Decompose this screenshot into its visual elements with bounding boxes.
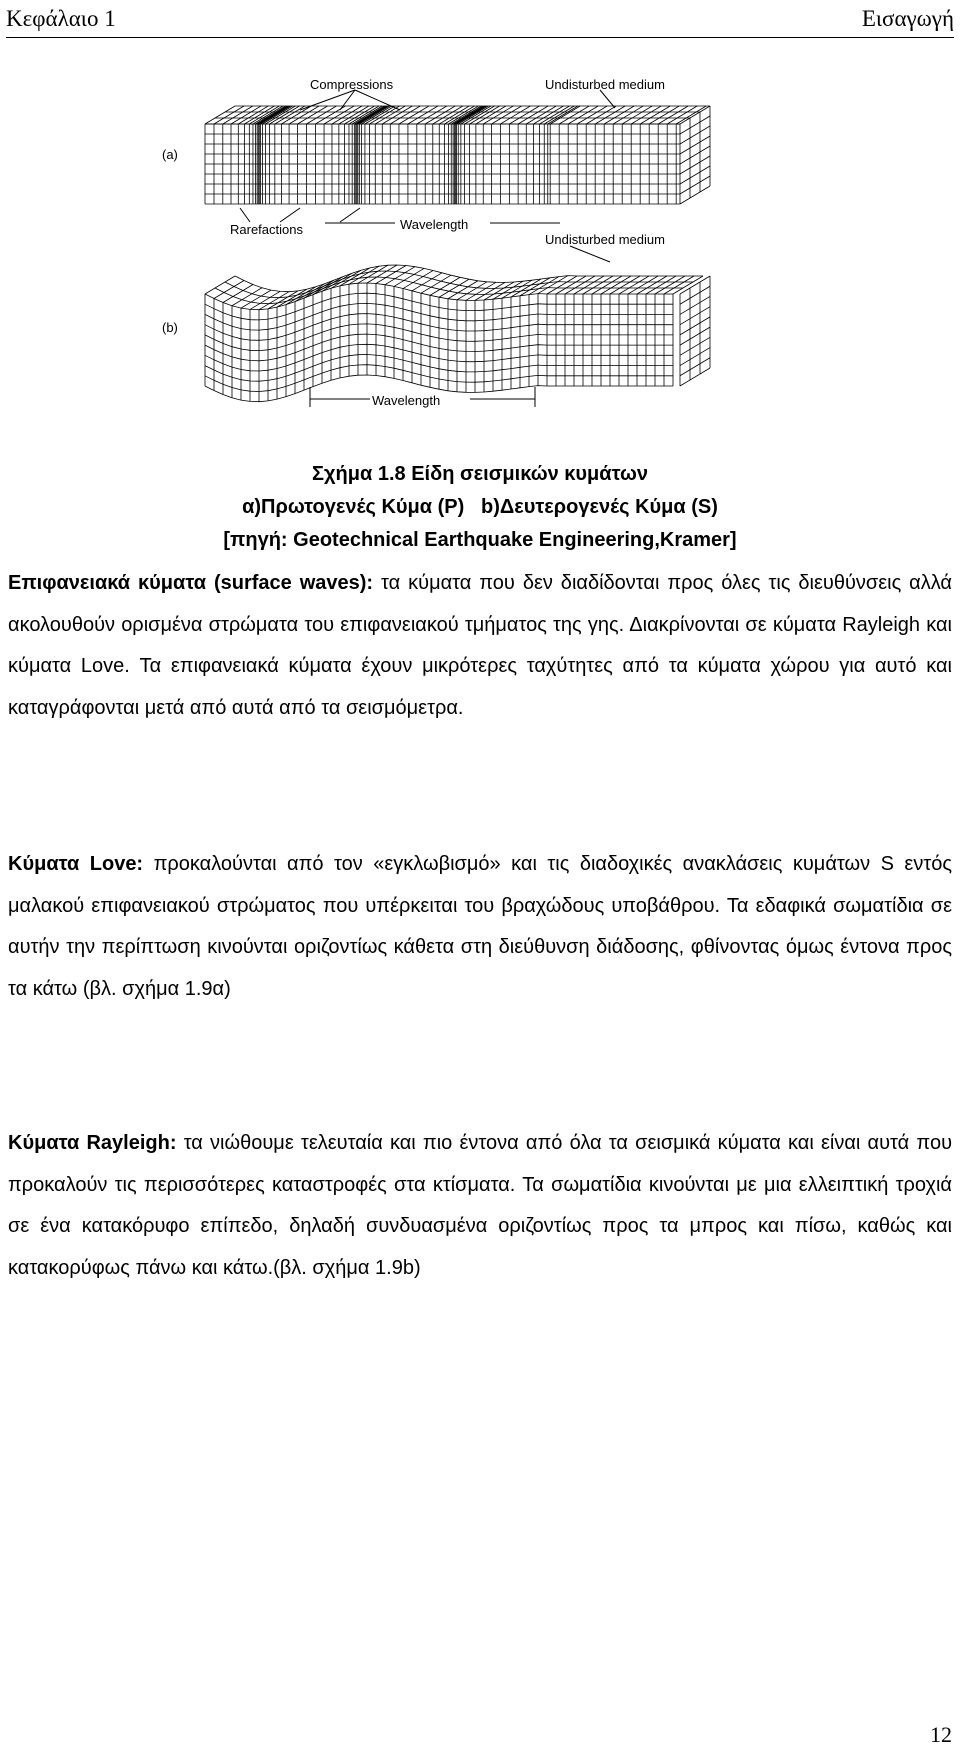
undisturbed-medium-a-label: Undisturbed medium	[545, 77, 665, 92]
surface-waves-text: τα κύματα που δεν διαδίδονται προς όλες τις διευθύνσεις αλλά ακολουθούν ορισμένα στρώματα του επιφανειακού τμήματος της γης. Διακρίνονται σε κύματα Rayleigh και κύματα Love. Τα επιφανειακά κύματα έχουν μικρότερες ταχύτητες από τα κύματα χώρου για αυτό και καταγράφονται μετά από αυτά από τα σεισμόμετρα.	[8, 572, 952, 719]
rayleigh-waves-paragraph	[8, 1123, 952, 1289]
caption-line-1: Σχήμα 1.8 Είδη σεισμικών κυμάτων	[312, 463, 648, 485]
rarefactions-label: Rarefactions	[230, 222, 303, 237]
caption-line-3: [πηγή: Geotechnical Earthquake Engineering,Kramer]	[223, 529, 737, 551]
page-header	[6, 2, 954, 42]
figure-annotations	[240, 90, 615, 407]
seismic-waves-figure	[150, 62, 870, 462]
rayleigh-waves-text: τα νιώθουμε τελευταία και πιο έντονα από όλα τα σεισμικά κύματα και είναι αυτά που προκαλούν τις περισσότερες καταστροφές στα κτίσματα. Τα σωματίδια κινούνται με μια ελλειπτική τροχιά σε ένα κατακόρυφο επίπεδο, δηλαδή συνδυασμένα οριζοντίως προς τα μπρος και πίσω, καθώς και κατακορύφως πάνω και κάτω.(βλ. σχήμα 1.9b)	[8, 1132, 953, 1279]
section-title: Εισαγωγή	[861, 6, 954, 31]
s-wave-block	[205, 265, 710, 402]
wavelength-a-label: Wavelength	[400, 217, 469, 232]
page-number: 12	[930, 1722, 952, 1747]
surface-waves-term: Επιφανειακά κύματα (surface waves):	[8, 572, 374, 594]
undisturbed-medium-b-label: Undisturbed medium	[545, 232, 665, 247]
love-waves-term: Κύματα Love:	[8, 853, 144, 875]
surface-waves-paragraph	[8, 563, 952, 729]
love-waves-text: προκαλούνται από τον «εγκλωβισμό» και τις διαδοχικές ανακλάσεις κυμάτων S εντός μαλακού επιφανειακού στρώματος που υπέρκειται του βραχώδους υποβάθρου. Τα εδαφικά σωματίδια σε αυτήν την περίπτωση κινούνται οριζοντίως κάθετα στη διεύθυνση διάδοσης, φθίνοντας όμως έντονα προς τα κάτω (βλ. σχήμα 1.9α)	[8, 853, 952, 1000]
figure-caption	[0, 458, 960, 557]
p-wave-block	[205, 106, 710, 204]
compressions-label: Compressions	[310, 77, 394, 92]
wavelength-b-label: Wavelength	[372, 393, 441, 408]
love-waves-paragraph	[8, 844, 952, 1010]
caption-line-2: α)Πρωτογενές Κύμα (P) b)Δευτερογενές Κύμα (S)	[242, 496, 718, 518]
rayleigh-waves-term: Κύματα Rayleigh:	[8, 1132, 177, 1154]
header-divider	[6, 37, 954, 38]
label-a: (a)	[162, 147, 178, 162]
chapter-title: Κεφάλαιο 1	[6, 6, 116, 31]
label-b: (b)	[162, 320, 178, 335]
